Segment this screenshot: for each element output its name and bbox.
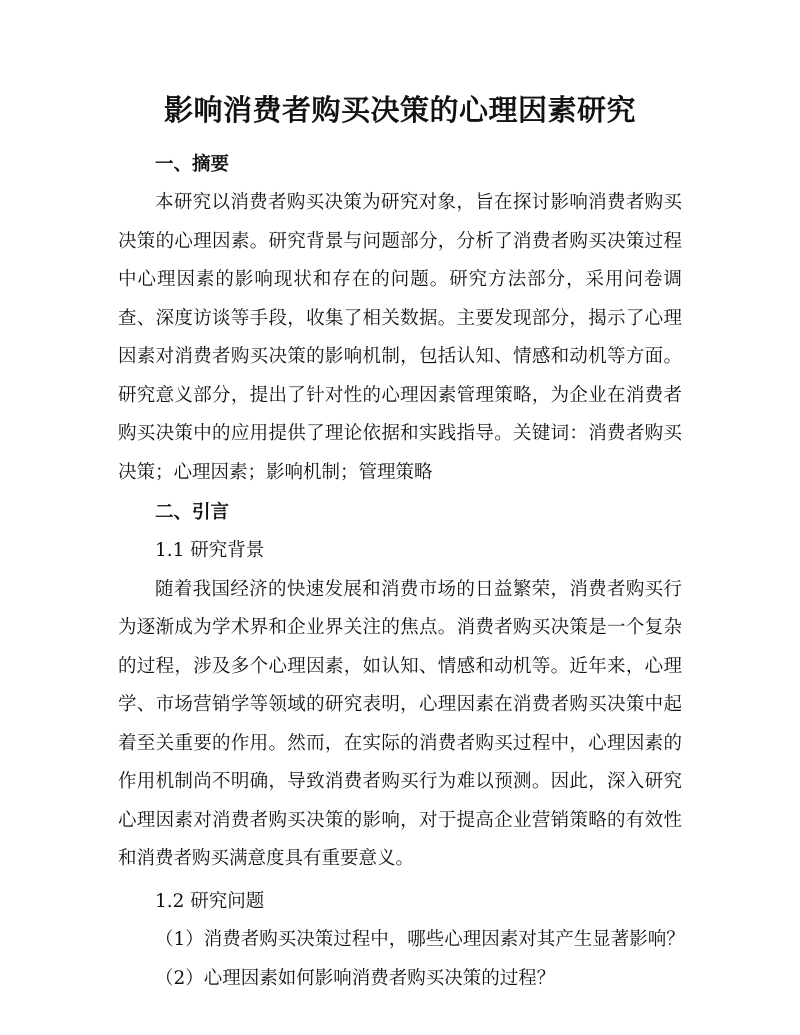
background-text: 随着我国经济的快速发展和消费市场的日益繁荣，消费者购买行为逐渐成为学术界和企业界关注的焦点。消费者购买决策是一个复杂的过程，涉及多个心理因素，如认知、情感和动机等。近年来，心理学、市场营销学等领域的研究表明，心理因素在消费者购买决策中起着至关重要的作用。然而，在实际的消费者购买过程中，心理因素的作用机制尚不明确，导致消费者购买行为难以预测。因此，深入研究心理因素对消费者购买决策的影响，对于提高企业营销策略的有效性和消费者购买满意度具有重要意义。 (118, 578, 682, 869)
abstract-heading: 一、摘要 (155, 154, 230, 175)
abstract-text: 本研究以消费者购买决策为研究对象，旨在探讨影响消费者购买决策的心理因素。研究背景与问题部分，分析了消费者购买决策过程中心理因素的影响现状和存在的问题。研究方法部分，采用问卷调查、深度访谈等手段，收集了相关数据。主要发现部分，揭示了心理因素对消费者购买决策的影响机制，包括认知、情感和动机等方面。研究意义部分，提出了针对性的心理因素管理策略，为企业在消费者购买决策中的应用提供了理论依据和实践指导。关键词：消费者购买决策；心理因素；影响机制；管理策略 (118, 192, 682, 483)
document-title: 影响消费者购买决策的心理因素研究 (163, 93, 636, 127)
intro-heading: 二、引言 (155, 502, 230, 523)
research-questions-subheading: 1.2 研究问题 (155, 890, 265, 912)
research-question-item: （1）消费者购买决策过程中，哪些心理因素对其产生显著影响？ (155, 929, 685, 950)
background-subheading: 1.1 研究背景 (155, 540, 265, 561)
research-question-item: （2）心理因素如何影响消费者购买决策的过程？ (155, 967, 556, 989)
